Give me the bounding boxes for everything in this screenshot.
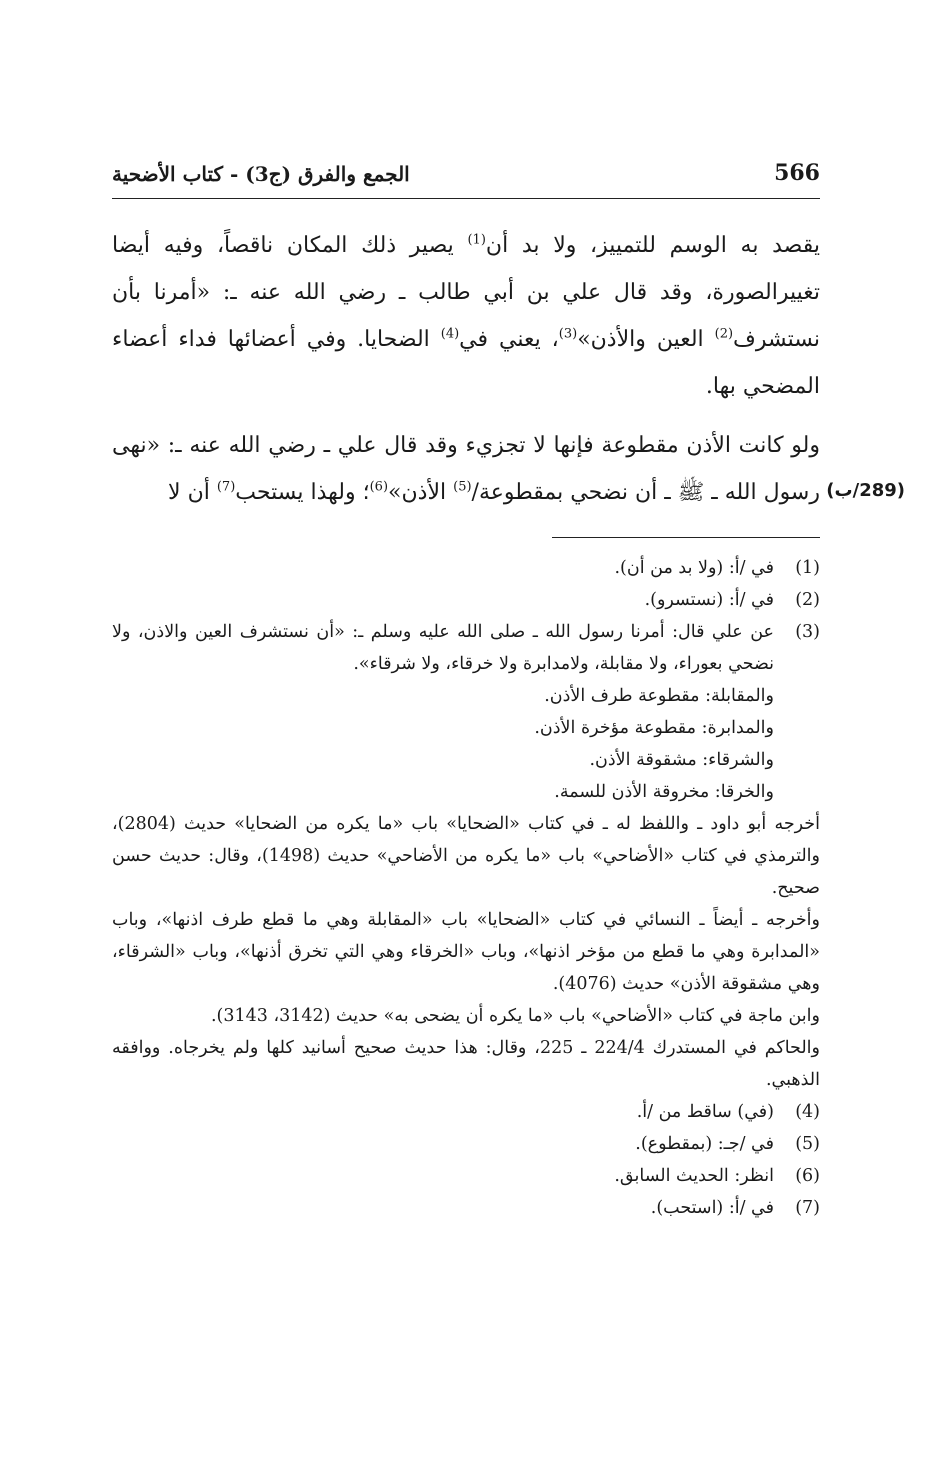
text-run: ؛ ولهذا يستحب <box>235 480 370 505</box>
footnote-line: وابن ماجة في كتاب «الأضاحي» باب «ما يكره أن يضحى به» حديث (3142، 3143). <box>210 1006 820 1026</box>
page-number: 566 <box>774 160 820 186</box>
footnote-7 <box>112 1192 820 1224</box>
footnote-3 <box>112 616 820 808</box>
running-header <box>112 158 820 199</box>
footnote-number: (4) <box>795 1102 820 1122</box>
footnote-line: والشرقاء: مشقوقة الأذن. <box>589 750 774 770</box>
footnote-ref-1[interactable]: (1) <box>467 232 486 248</box>
paragraph-1 <box>112 222 820 410</box>
text-run: يصير ذلك المكان ناقصاً، وفيه أيضا تغييرالصورة، وقد قال علي بن أبي طالب ـ رضي الله عنه ـ: «أمرنا بأن نستشرف <box>112 233 821 352</box>
footnote-6 <box>112 1160 820 1192</box>
footnote-line: والحاكم في المستدرك 224/4 ـ 225، وقال: هذا حديث صحيح أسانيد كلها ولم يخرجاه. ووافقه الذهبي. <box>112 1038 820 1090</box>
footnote-5 <box>112 1128 820 1160</box>
footnote-ref-7[interactable]: (7) <box>216 479 236 495</box>
footnote-line: والمقابلة: مقطوعة طرف الأذن. <box>544 686 774 706</box>
footnote-1 <box>112 552 820 584</box>
footnote-line: والخرقا: مخروقة الأذن للسمة. <box>554 782 774 802</box>
footnote-separator <box>552 537 820 538</box>
footnote-number: (2) <box>795 590 820 610</box>
text-run: أن لا <box>168 480 217 505</box>
footnote-line: في /أ: (استحب). <box>650 1198 774 1218</box>
footnote-4 <box>112 1096 820 1128</box>
running-title: الجمع والفرق (ج3) - كتاب الأضحية <box>112 162 410 186</box>
text-run: الضحايا. وفي أعضائها فداء أعضاء المضحي بها. <box>112 327 820 399</box>
footnote-3-sources <box>112 808 820 1096</box>
footnote-number: (3) <box>795 622 820 642</box>
text-run: العين والأذن» <box>577 327 715 352</box>
text-run: الأذن» <box>388 480 454 505</box>
footnote-number: (6) <box>795 1166 820 1186</box>
footnote-number: (1) <box>795 558 820 578</box>
footnote-ref-4[interactable]: (4) <box>440 326 460 342</box>
paragraph-2 <box>112 422 820 516</box>
manuscript-folio-marker: (289/ب) <box>826 480 905 501</box>
footnote-line: والمدابرة: مقطوعة مؤخرة الأذن. <box>534 718 774 738</box>
footnote-line: عن علي قال: أمرنا رسول الله ـ صلى الله عليه وسلم ـ: «أن نستشرف العين والاذن، ولا نضحي بعوراء، ولا مقابلة، ولامدابرة ولا خرقاء، ولا شرقاء». <box>112 622 774 674</box>
footnote-ref-6[interactable]: (6) <box>369 479 389 495</box>
main-text <box>112 222 820 516</box>
footnote-line: (في) ساقط من /أ. <box>636 1102 774 1122</box>
footnote-line: وأخرجه ـ أيضاً ـ النسائي في كتاب «الضحايا» باب «المقابلة وهي ما قطع طرف اذنها»، وباب «المدابرة وهي ما قطع من مؤخر اذنها»، وباب «الخرقاء وهي التي تخرق أذنها»، وباب «الشرقاء، وهي مشقوقة الأذن» حديث (4076). <box>112 910 820 994</box>
footnote-ref-3[interactable]: (3) <box>558 326 578 342</box>
footnote-line: أخرجه أبو داود ـ واللفظ له ـ في كتاب «الضحايا» باب «ما يكره من الضحايا» حديث (2804)، والترمذي في كتاب «الأضاحي» باب «ما يكره من الأضاحي» حديث (1498)، وقال: حديث حسن صحيح. <box>112 814 820 898</box>
footnote-ref-5[interactable]: (5) <box>453 479 472 495</box>
footnote-line: انظر: الحديث السابق. <box>614 1166 774 1186</box>
footnote-line: في /أ: (نستسرو). <box>644 590 774 610</box>
footnote-line: في /أ: (ولا بد من أن). <box>614 558 774 578</box>
text-run: يقصد به الوسم للتمييز، ولا بد أن <box>485 233 821 258</box>
footnote-2 <box>112 584 820 616</box>
text-run: ولو كانت الأذن مقطوعة فإنها لا تجزيء وقد قال علي ـ رضي الله عنه ـ: «نهى رسول الله ـ ﷺ ـ أن نضحي بمقطوعة/ <box>112 433 820 505</box>
footnote-number: (7) <box>795 1198 820 1218</box>
footnote-line: في /جـ: (بمقطوع). <box>635 1134 774 1154</box>
footnote-ref-2[interactable]: (2) <box>714 326 734 342</box>
text-run: ، يعني في <box>459 327 559 352</box>
footnote-number: (5) <box>795 1134 820 1154</box>
footnotes <box>112 552 820 1224</box>
